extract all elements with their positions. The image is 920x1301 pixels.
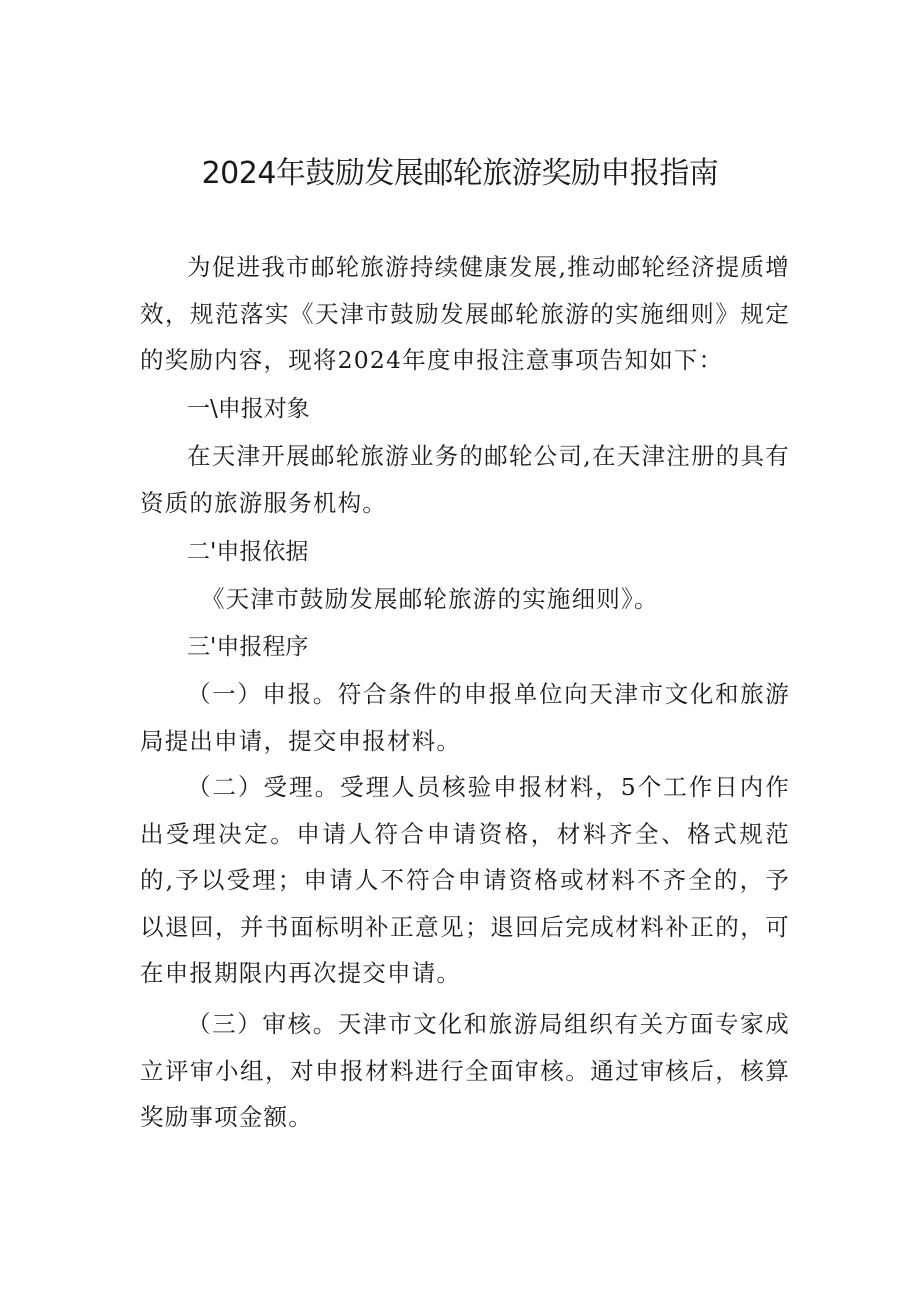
intro-paragraph: 为促进我市邮轮旅游持续健康发展,推动邮轮经济提质增效，规范落实《天津市鼓励发展邮轮旅游的实施细则》规定的奖励内容，现将2024年度申报注意事项告知如下： [140,253,790,374]
section-heading-procedure: 三'申报程序 [187,634,309,660]
document-title: 2024年鼓励发展邮轮旅游奖励申报指南 [201,156,719,191]
section-heading-basis: 二'申报依据 [187,539,309,565]
procedure-step-apply: （一）申报。符合条件的申报单位向天津市文化和旅游局提出申请，提交申报材料。 [140,680,790,755]
procedure-step-review: （三）审核。天津市文化和旅游局组织有关方面专家成立评审小组，对申报材料进行全面审核。通过审核后，核算奖励事项金额。 [140,1010,790,1131]
section-heading-applicants: 一\申报对象 [187,396,310,422]
section-paragraph-basis: 《天津市鼓励发展邮轮旅游的实施细则》。 [201,585,659,613]
section-paragraph-applicants: 在天津开展邮轮旅游业务的邮轮公司,在天津注册的具有资质的旅游服务机构。 [140,442,790,517]
procedure-step-accept: （二）受理。受理人员核验申报材料，5个工作日内作出受理决定。申请人符合申请资格，材料齐全、格式规范的,予以受理；申请人不符合申请资格或材料不齐全的，予以退回，并书面标明补正意见；退回后完成材料补正的，可在申报期限内再次提交申请。 [140,773,790,987]
